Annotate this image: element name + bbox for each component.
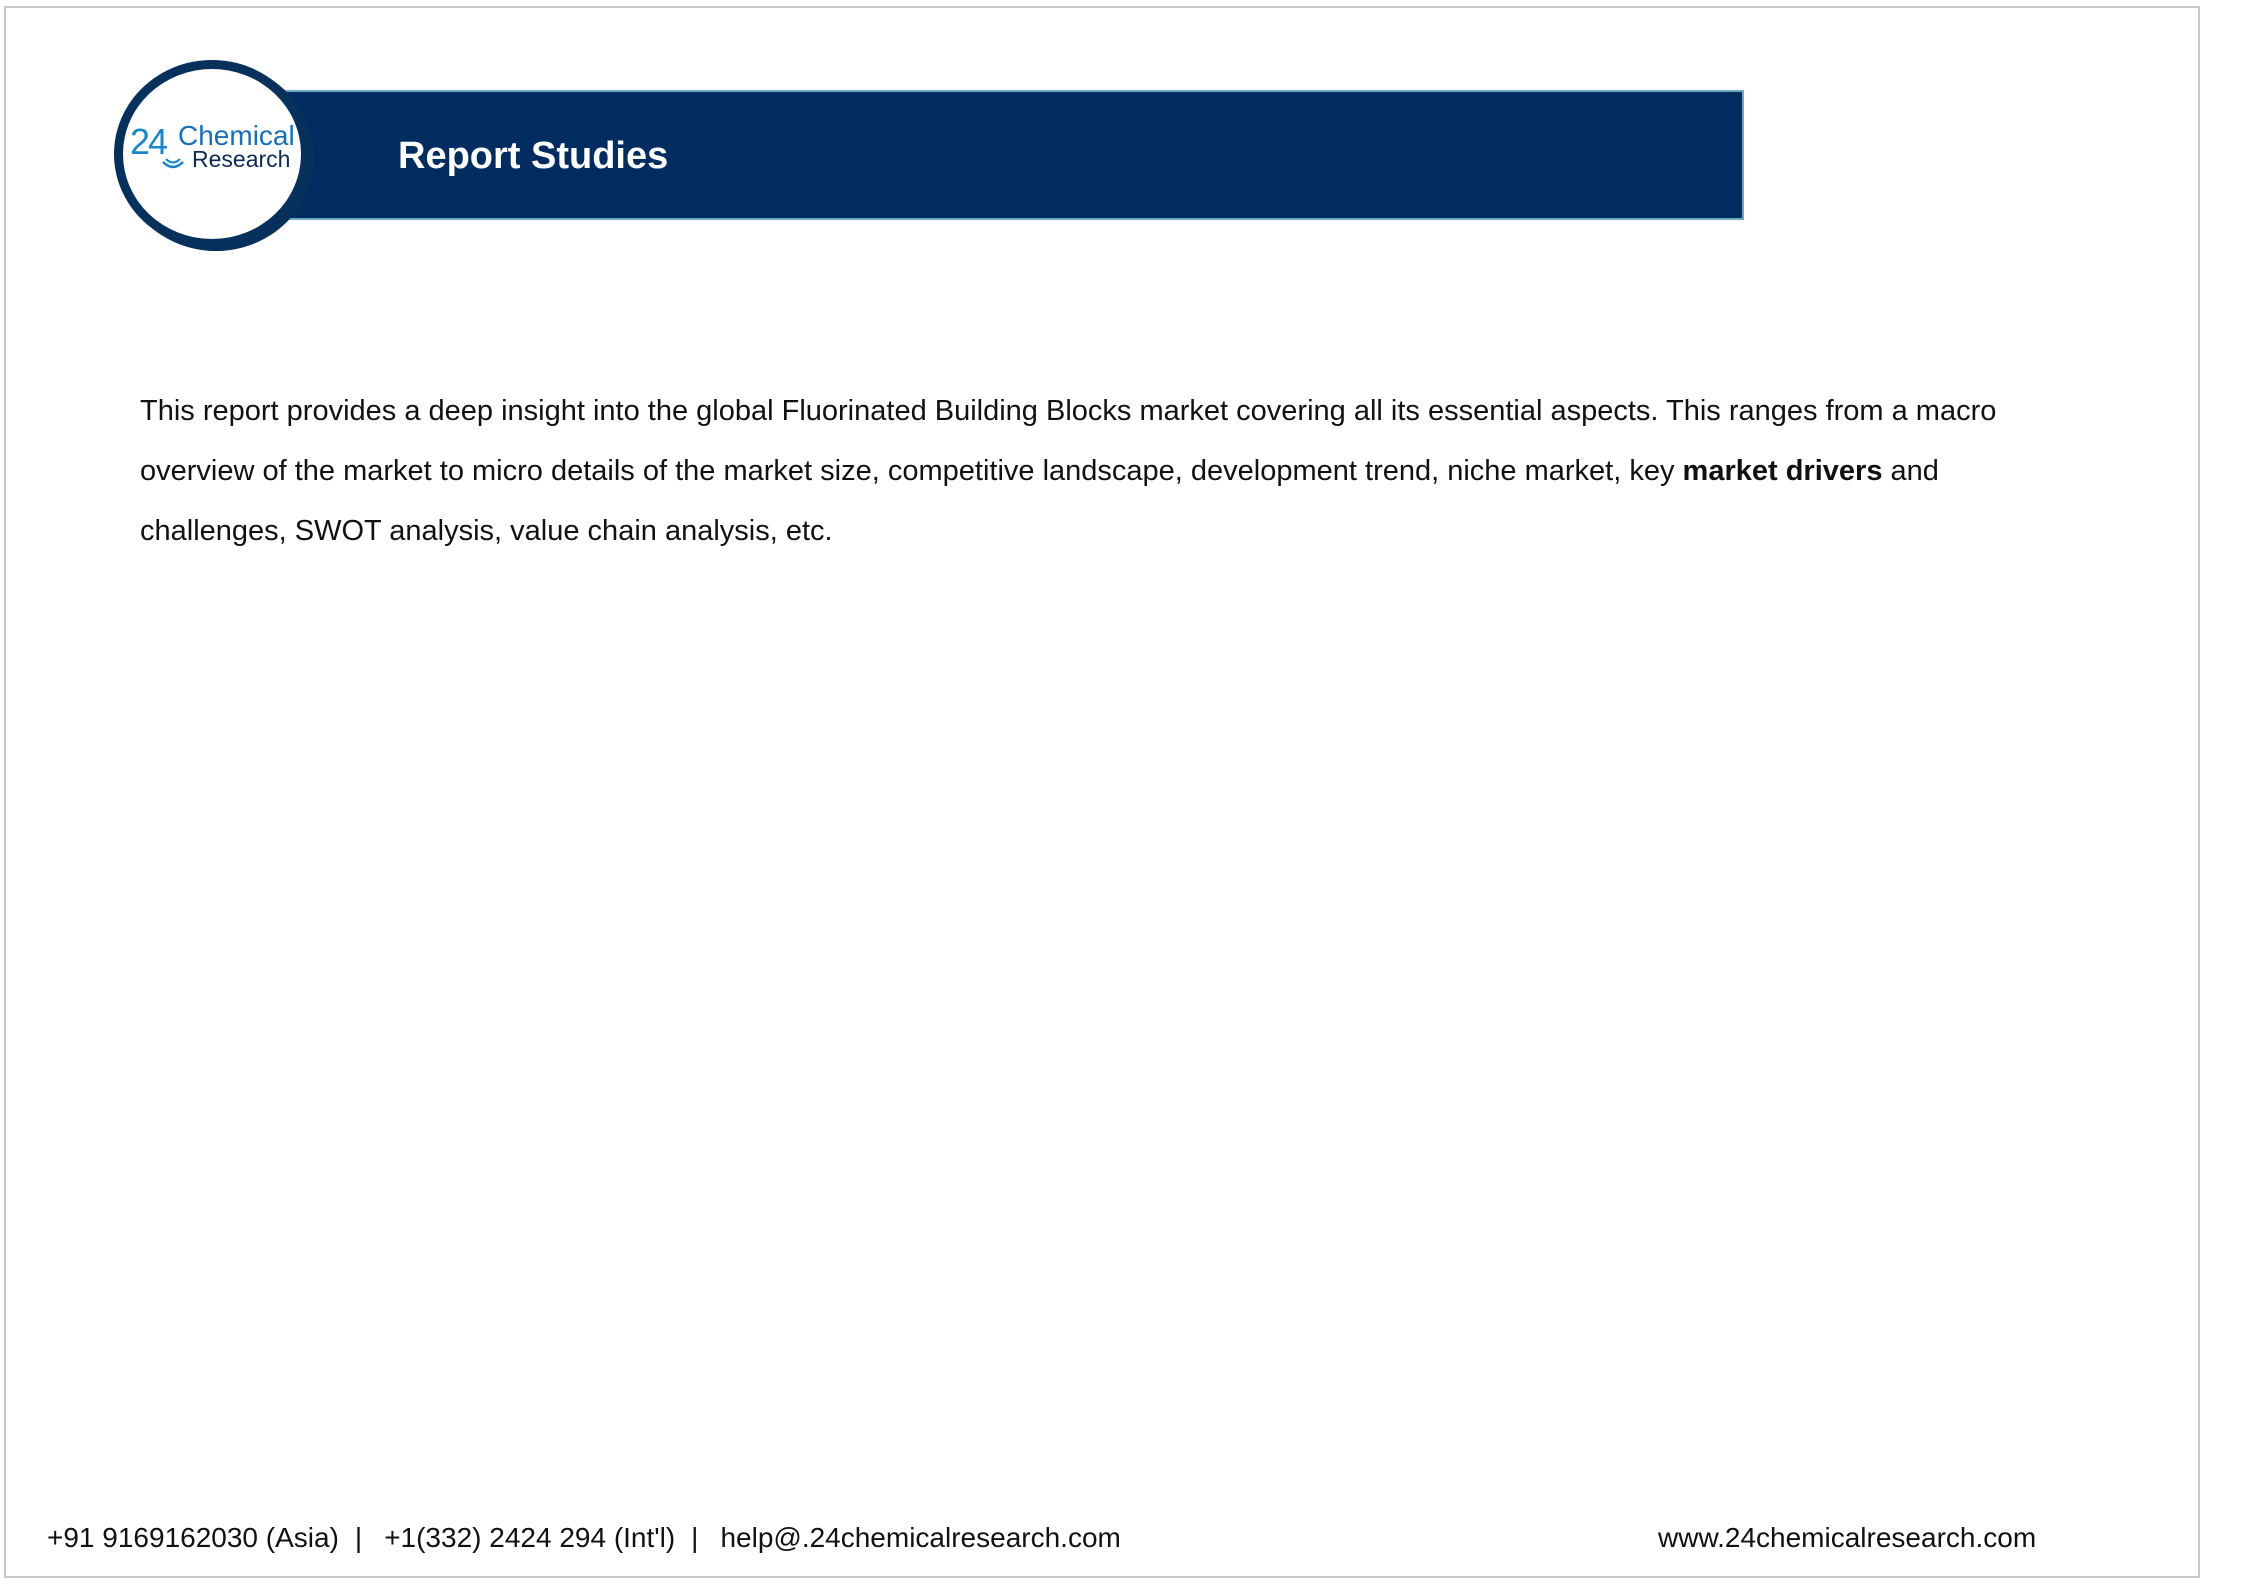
logo-word-research: Research (192, 146, 291, 172)
logo-digits: 24 (130, 121, 167, 162)
description-text: This report provides a deep insight into the global Fluorinated Building Blocks market covering all its essential aspects. This ranges from a macro overview of the market to micro details of the market size, competitive landscape, development trend, niche market, key (140, 395, 1997, 487)
description-bold-text: market drivers (1682, 455, 1883, 487)
footer-website: www.24chemicalresearch.com (1658, 1522, 2037, 1553)
description-text-end: and challenges, SWOT analysis, value chain analysis, etc. (140, 455, 1939, 547)
footer-phone-asia: +91 9169162030 (Asia) (47, 1522, 339, 1553)
page-frame (4, 6, 2200, 1578)
footer-separator: | (691, 1522, 699, 1553)
footer-email: help@.24chemicalresearch.com (720, 1522, 1121, 1553)
footer-separator: | (354, 1522, 363, 1553)
report-description (140, 381, 2020, 561)
footer-contacts (47, 1520, 1121, 1556)
footer-phone-intl: +1(332) 2424 294 (Int'l) (384, 1522, 676, 1553)
logo-word-chemical: Chemical (178, 120, 295, 151)
page-title: Report Studies (398, 135, 669, 177)
